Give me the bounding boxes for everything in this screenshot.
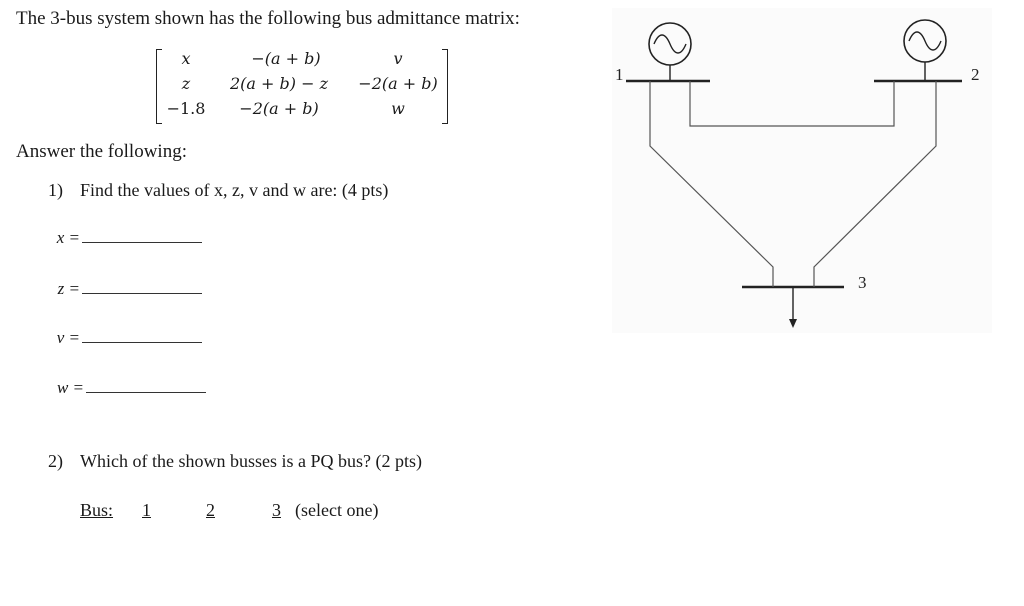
matrix-cell-2-3: −2(a + b) [358,74,438,93]
answer-prompt: Answer the following: [16,141,187,162]
bus-label-1: 1 [615,65,624,84]
bus-label: Bus: [80,500,114,520]
question-1 [48,180,388,201]
matrix-cell-2-2: 2(a + b) − z [229,74,329,93]
matrix-cell-3-3: w [391,99,405,118]
bus-option-1[interactable]: 1 [142,500,151,520]
answer-field-w[interactable] [54,378,206,398]
matrix-cell-1-2: −(a + b) [251,49,321,68]
matrix-cell-1-3: v [393,49,403,68]
matrix-cell-3-1: −1.8 [166,99,206,118]
bus-option-3[interactable]: 3 [272,500,281,520]
answer-field-v[interactable] [50,328,202,348]
matrix-cell-1-1: x [181,49,191,68]
question-2-text: Which of the shown busses is a PQ bus? (2 pts) [80,451,422,471]
matrix-left-bracket [156,49,162,124]
question-1-text: Find the values of x, z, v and w are: (4 pts) [80,180,389,200]
question-2 [48,451,422,472]
answer-label-x: x = [56,228,80,247]
bus-label-2: 2 [971,65,980,84]
diagram-background [612,8,992,333]
question-2-number: 2) [48,451,63,471]
answer-field-x[interactable] [50,228,202,248]
answer-label-v: v = [56,328,80,347]
admittance-matrix [156,49,448,122]
answer-label-z: z = [57,279,80,298]
bus-selector [80,500,378,521]
matrix-cell-2-1: z [181,74,191,93]
answer-field-z[interactable] [50,279,202,299]
answer-blank-v[interactable] [82,328,202,343]
matrix-cell-3-2: −2(a + b) [239,99,319,118]
bus-label-3: 3 [858,273,867,292]
answer-label-w: w = [56,378,84,397]
three-bus-diagram [612,8,992,333]
select-hint: (select one) [295,500,379,520]
question-1-number: 1) [48,180,63,200]
bus-option-2[interactable]: 2 [206,500,215,520]
answer-blank-x[interactable] [82,228,202,243]
matrix-right-bracket [442,49,448,124]
problem-intro: The 3-bus system shown has the following bus admittance matrix: [16,8,520,29]
answer-blank-w[interactable] [86,378,206,393]
answer-blank-z[interactable] [82,279,202,294]
